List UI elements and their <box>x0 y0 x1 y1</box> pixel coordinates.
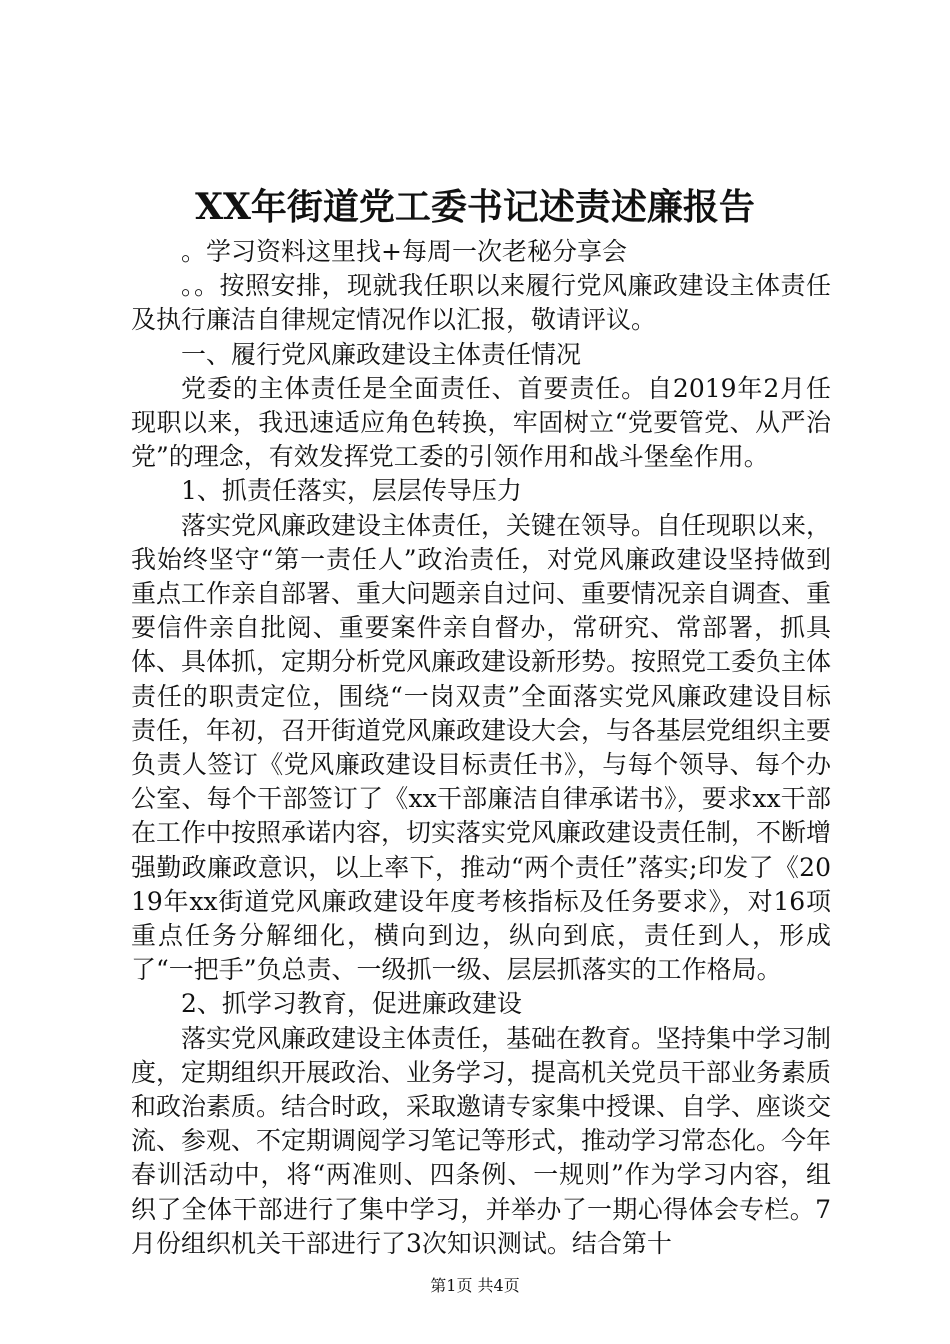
page-footer: 第1页 共4页 <box>430 1276 520 1295</box>
paragraph-responsibility-implementation: 落实党风廉政建设主体责任，关键在领导。自任现职以来，我始终坚守“第一责任人”政治责任，对党风廉政建设坚持做到重点工作亲自部署、重大问题亲自过问、重要情况亲自调查、重要信件亲自批阅、重要案件亲自督办，常研究、常部署，抓具体、具体抓，定期分析党风廉政建设新形势。按照党工委负主体责任的职责定位，围绕“一岗双责”全面落实党风廉政建设目标责任，年初，召开街道党风廉政建设大会，与各基层党组织主要负责人签订《党风廉政建设目标责任书》，与每个领导、每个办公室、每个干部签订了《xx干部廉洁自律承诺书》，要求xx干部在工作中按照承诺内容，切实落实党风廉政建设责任制，不断增强勤政廉政意识，以上率下，推动“两个责任”落实;印发了《2019年xx街道党风廉政建设年度考核指标及任务要求》，对16项重点任务分解细化，横向到边，纵向到底，责任到人，形成了“一把手”负总责、一级抓一级、层层抓落实的工作格局。 <box>131 510 832 985</box>
document-body <box>131 235 831 1261</box>
subheading-2: 2、抓学习教育，促进廉政建设 <box>181 989 522 1019</box>
subheading-1: 1、抓责任落实，层层传导压力 <box>181 476 522 506</box>
paragraph-study-education: 落实党风廉政建设主体责任，基础在教育。坚持集中学习制度，定期组织开展政治、业务学习，提高机关党员干部业务素质和政治素质。结合时政，采取邀请专家集中授课、自学、座谈交流、参观、不定期调阅学习笔记等形式，推动学习常态化。今年春训活动中，将“两准则、四条例、一规则”作为学习内容，组织了全体干部进行了集中学习，并举办了一期心得体会专栏。7月份组织机关干部进行了3次知识测试。结合第十 <box>131 1023 832 1258</box>
paragraph-opening: 。。按照安排，现就我任职以来履行党风廉政建设主体责任及执行廉洁自律规定情况作以汇报，敬请评议。 <box>131 271 831 335</box>
section-heading-1: 一、履行党风廉政建设主体责任情况 <box>181 339 582 369</box>
document-title: XX年街道党工委书记述责述廉报告 <box>195 186 755 228</box>
paragraph-intro-note: 。学习资料这里找+每周一次老秘分享会 <box>181 237 627 266</box>
paragraph-main-responsibility: 党委的主体责任是全面责任、首要责任。自2019年2月任现职以来，我迅速适应角色转换，牢固树立“党要管党、从严治党”的理念，有效发挥党工委的引领作用和战斗堡垒作用。 <box>131 373 831 472</box>
